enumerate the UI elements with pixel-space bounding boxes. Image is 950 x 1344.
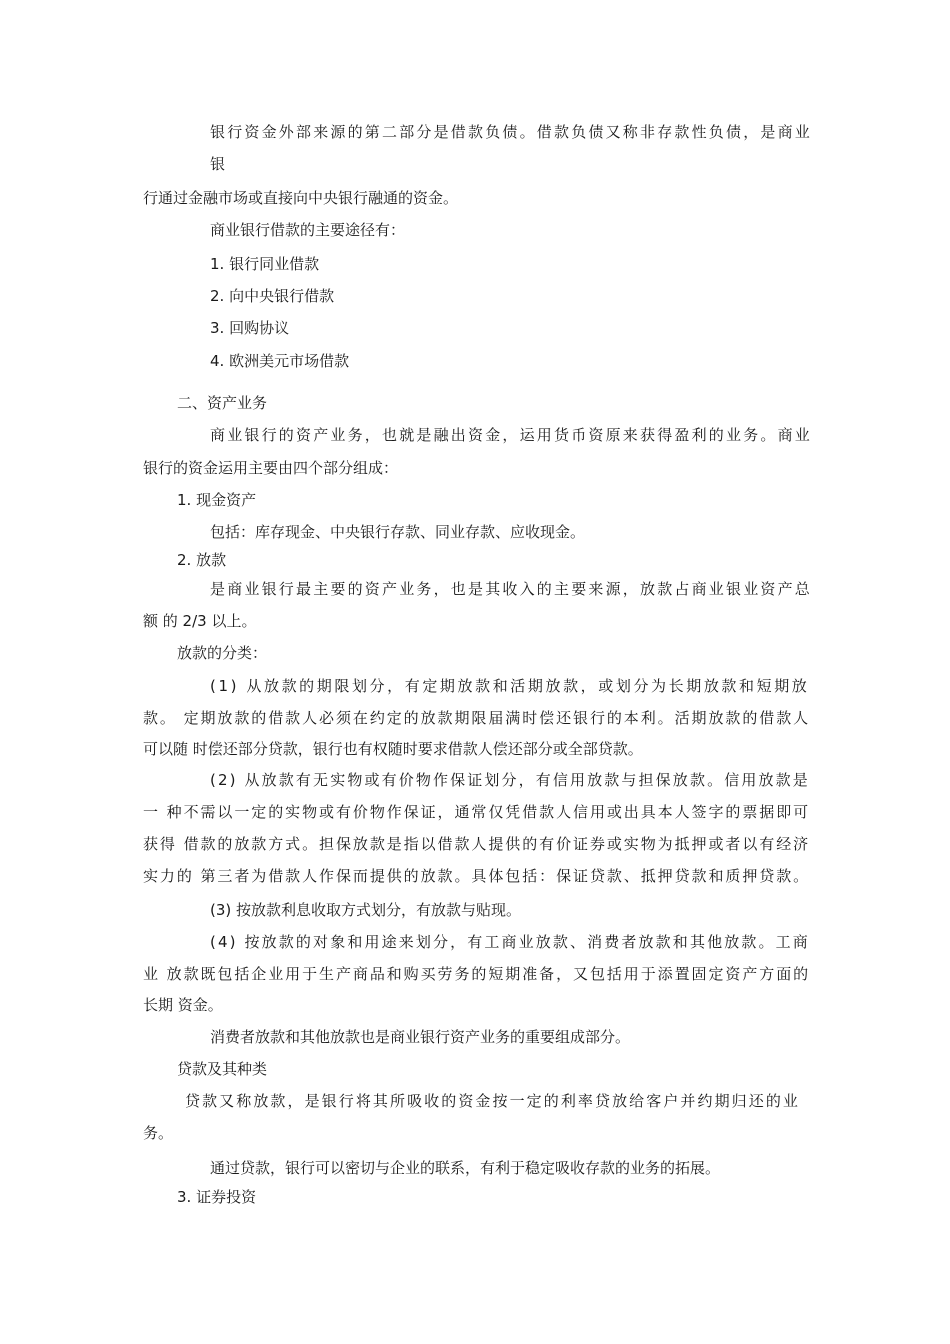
text-line: 1. 银行同业借款	[210, 255, 320, 273]
text-line: 额 的 2/3 以上。	[143, 612, 257, 630]
text-line: 获得 借款的放款方式。担保放款是指以借款人提供的有价证券或实物为抵押或者以有经济	[143, 835, 811, 853]
text-line: 通过贷款，银行可以密切与企业的联系，有利于稳定吸收存款的业务的拓展。	[210, 1159, 721, 1177]
text-line: 4. 欧洲美元市场借款	[210, 352, 350, 370]
text-line: 3. 回购协议	[210, 319, 290, 337]
text-line: 2. 向中央银行借款	[210, 287, 335, 305]
text-line: 业 放款既包括企业用于生产商品和购买劳务的短期准备，又包括用于添置固定资产方面的	[143, 965, 811, 983]
text-line: (3) 按放款利息收取方式划分，有放款与贴现。	[210, 901, 522, 919]
text-line: 一 种不需以一定的实物或有价物作保证，通常仅凭借款人信用或出具本人签字的票据即可	[143, 803, 811, 821]
text-line: 商业银行的资产业务，也就是融出资金，运用货币资原来获得盈利的业务。商业	[210, 426, 812, 444]
text-line: 包括：库存现金、中央银行存款、同业存款、应收现金。	[210, 523, 586, 541]
text-line: 消费者放款和其他放款也是商业银行资产业务的重要组成部分。	[210, 1028, 631, 1046]
text-line: 放款的分类：	[177, 644, 268, 662]
text-line: (4) 按放款的对象和用途来划分，有工商业放款、消费者放款和其他放款。工商	[210, 933, 810, 951]
text-line: 商业银行借款的主要途径有：	[210, 221, 406, 239]
text-line: 务。	[143, 1124, 174, 1142]
text-line: 银行的资金运用主要由四个部分组成：	[143, 459, 399, 477]
text-line: 实力的 第三者为借款人作保而提供的放款。具体包括：保证贷款、抵押贷款和质押贷款。	[143, 867, 811, 885]
text-line: 行通过金融市场或直接向中央银行融通的资金。	[143, 189, 459, 207]
text-line: 2. 放款	[177, 551, 227, 569]
text-line: 银行资金外部来源的第二部分是借款负债。借款负债又称非存款性负债，是商业	[210, 123, 812, 141]
text-line: 银	[210, 155, 226, 173]
text-line: (2) 从放款有无实物或有价物作保证划分，有信用放款与担保放款。信用放款是	[210, 771, 810, 789]
text-line: (1) 从放款的期限划分，有定期放款和活期放款，或划分为长期放款和短期放	[210, 677, 810, 695]
text-line: 贷款又称放款，是银行将其所吸收的资金按一定的利率贷放给客户并约期归还的业	[185, 1092, 800, 1110]
text-line: 是商业银行最主要的资产业务，也是其收入的主要来源，放款占商业银业资产总	[210, 580, 812, 598]
text-line: 可以随 时偿还部分贷款，银行也有权随时要求借款人偿还部分或全部贷款。	[143, 740, 643, 758]
text-line: 款。 定期放款的借款人必须在约定的放款期限届满时偿还银行的本利。活期放款的借款人	[143, 709, 811, 727]
text-line: 贷款及其种类	[177, 1060, 268, 1078]
text-line: 3. 证券投资	[177, 1188, 257, 1206]
text-line: 二、资产业务	[177, 394, 268, 412]
text-line: 长期 资金。	[143, 996, 223, 1014]
text-line: 1. 现金资产	[177, 491, 257, 509]
